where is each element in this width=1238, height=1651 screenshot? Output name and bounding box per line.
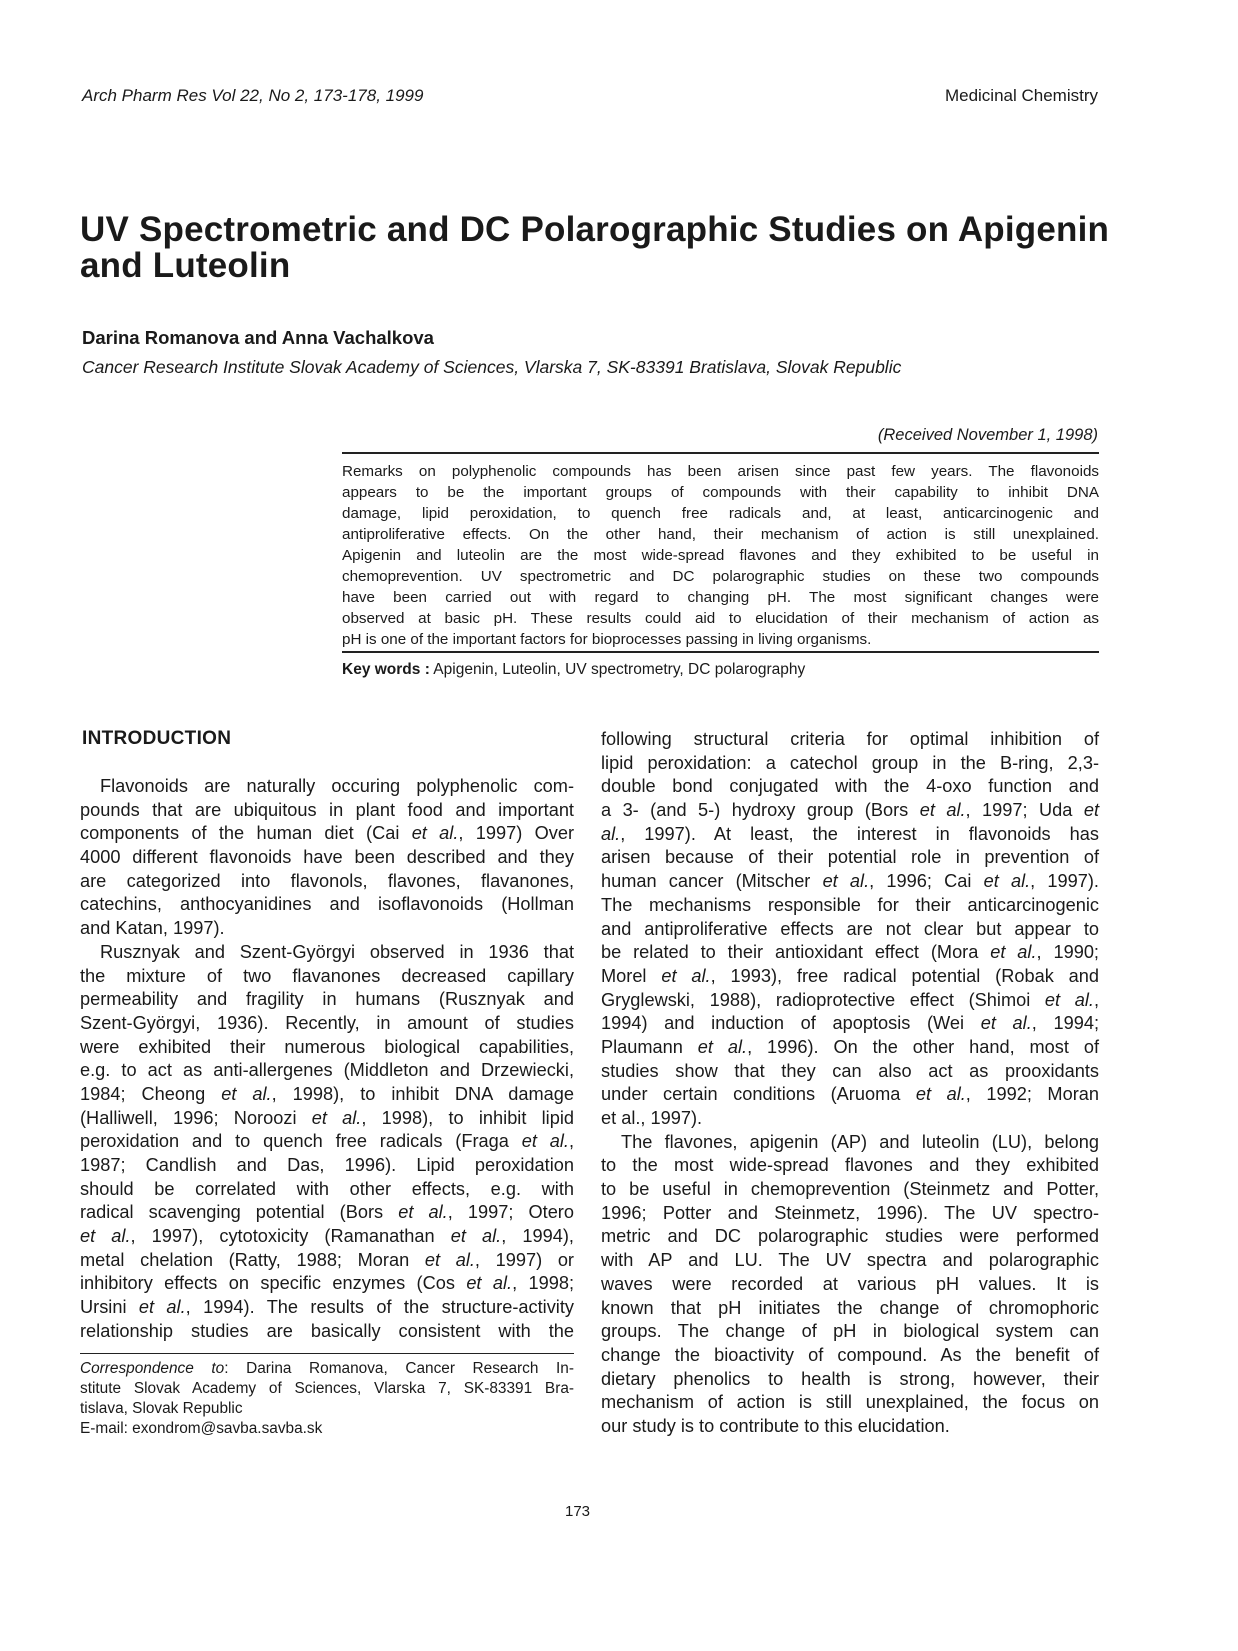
body-text-line: metal chelation (Ratty, 1988; Moran et al., 1997) or xyxy=(80,1249,574,1270)
received-date: (Received November 1, 1998) xyxy=(877,426,1098,444)
footnote-rule xyxy=(80,1353,574,1354)
body-text-line: human cancer (Mitscher et al., 1996; Cai et al., 1997). xyxy=(601,871,1099,892)
body-text-line: groups. The change of pH in biological system can xyxy=(601,1321,1099,1342)
title-line: UV Spectrometric and DC Polarographic Studies on Apigenin xyxy=(80,210,1110,249)
body-text-line: peroxidation and to quench free radicals (Fraga et al., xyxy=(80,1131,574,1152)
body-text-line: et al., 1997). xyxy=(601,1108,703,1128)
body-text-line: components of the human diet (Cai et al., 1997) Over xyxy=(80,823,574,844)
footnote-email: E-mail: exondrom@savba.savba.sk xyxy=(80,1420,323,1437)
body-text-line: relationship studies are basically consistent with the xyxy=(80,1320,574,1341)
body-text-line: al., 1997). At least, the interest in flavonoids has xyxy=(601,823,1099,844)
body-text-line: et al., 1997), cytotoxicity (Ramanathan et al., 1994), xyxy=(80,1226,574,1247)
abstract-line: pH is one of the important factors for bioprocesses passing in living organisms. xyxy=(342,631,872,648)
abstract-line: Apigenin and luteolin are the most wide-spread flavones and they exhibited to be useful in xyxy=(342,547,1099,564)
body-text-line: studies show that they can also act as prooxidants xyxy=(601,1060,1099,1081)
body-text-line: radical scavenging potential (Bors et al., 1997; Otero xyxy=(80,1202,574,1223)
body-text-line: 1994) and induction of apoptosis (Wei et al., 1994; xyxy=(601,1013,1099,1034)
body-text-line: 1996; Potter and Steinmetz, 1996). The UV spectro- xyxy=(601,1202,1099,1223)
body-text-line: 1984; Cheong et al., 1998), to inhibit DNA damage xyxy=(80,1083,574,1104)
abstract-top-rule xyxy=(342,452,1099,454)
body-text-line: Flavonoids are naturally occuring polyphenolic com- xyxy=(100,776,574,796)
body-text-line: to the most wide-spread flavones and they exhibited xyxy=(601,1155,1099,1176)
body-text-line: and Katan, 1997). xyxy=(80,918,225,939)
body-text-line: The flavones, apigenin (AP) and luteolin (LU), belong xyxy=(621,1131,1099,1152)
body-text-line: be related to their antioxidant effect (Mora et al., 1990; xyxy=(601,942,1099,963)
abstract-line: chemoprevention. UV spectrometric and DC polarographic studies on these two compounds xyxy=(342,568,1099,585)
body-text-line: Szent-Györgyi, 1936). Recently, in amount of studies xyxy=(80,1012,574,1033)
body-text-line: Plaumann et al., 1996). On the other hand, most of xyxy=(601,1036,1099,1057)
section-heading-introduction: INTRODUCTION xyxy=(82,728,232,749)
abstract-line: appears to be the important groups of compounds with their capability to inhibit DNA xyxy=(342,484,1099,501)
title-line: and Luteolin xyxy=(80,246,291,285)
keywords-label: Key words : xyxy=(342,661,430,678)
authors: Darina Romanova and Anna Vachalkova xyxy=(82,327,434,348)
abstract-line: have been carried out with regard to changing pH. The most significant changes were xyxy=(342,589,1099,606)
abstract-line: observed at basic pH. These results could aid to elucidation of their mechanism of action as xyxy=(342,610,1099,627)
body-text-line: Gryglewski, 1988), radioprotective effect (Shimoi et al., xyxy=(601,989,1099,1010)
body-text-line: dietary phenolics to health is strong, however, their xyxy=(601,1368,1099,1389)
body-text-line: e.g. to act as anti-allergenes (Middleton and Drzewiecki, xyxy=(80,1060,574,1081)
body-text-line: pounds that are ubiquitous in plant food and important xyxy=(80,799,574,820)
body-text-line: catechins, anthocyanidines and isoflavonoids (Hollman xyxy=(80,894,574,915)
keywords xyxy=(342,661,805,679)
journal-section: Medicinal Chemistry xyxy=(944,86,1098,105)
body-text-line: arisen because of their potential role in prevention of xyxy=(601,847,1099,868)
body-text-line: The mechanisms responsible for their anticarcinogenic xyxy=(601,894,1099,915)
body-text-line: mechanism of action is still unexplained, the focus on xyxy=(601,1392,1099,1413)
body-text-line: should be correlated with other effects, e.g. with xyxy=(80,1178,574,1199)
body-text-line: 4000 different flavonoids have been described and they xyxy=(80,847,574,868)
body-text-line: are categorized into flavonols, flavones, flavanones, xyxy=(80,870,574,891)
body-text-line: 1987; Candlish and Das, 1996). Lipid peroxidation xyxy=(80,1155,574,1175)
abstract-line: damage, lipid peroxidation, to quench free radicals and, at least, anticarcinogenic and xyxy=(342,505,1099,522)
body-text-line: (Halliwell, 1996; Noroozi et al., 1998), to inhibit lipid xyxy=(80,1107,574,1128)
page-number: 173 xyxy=(565,1503,591,1520)
affiliation: Cancer Research Institute Slovak Academy of Sciences, Vlarska 7, SK-83391 Bratislava, Slovak Republic xyxy=(82,357,902,377)
body-text-line: double bond conjugated with the 4-oxo function and xyxy=(601,776,1099,797)
right-column-text xyxy=(601,728,1099,1439)
abstract xyxy=(342,461,1099,650)
body-text-line: metric and DC polarographic studies were performed xyxy=(601,1226,1099,1247)
body-text-line: and antiproliferative effects are not clear but appear to xyxy=(601,918,1099,939)
body-text-line: Morel et al., 1993), free radical potential (Robak and xyxy=(601,965,1099,986)
abstract-line: antiproliferative effects. On the other hand, their mechanism of action is still unexplained. xyxy=(342,526,1099,543)
body-text-line: our study is to contribute to this elucidation. xyxy=(601,1415,950,1436)
abstract-line: Remarks on polyphenolic compounds has been arisen since past few years. The flavonoids xyxy=(342,463,1099,480)
body-text-line: change the bioactivity of compound. As the benefit of xyxy=(601,1344,1099,1365)
body-text-line: waves were recorded at various pH values. It is xyxy=(601,1273,1099,1294)
keywords-text: Apigenin, Luteolin, UV spectrometry, DC polarography xyxy=(429,661,806,678)
body-text-line: were exhibited their numerous biological capabilities, xyxy=(80,1036,574,1057)
footnote-line: tislava, Slovak Republic xyxy=(80,1400,243,1417)
body-text-line: the mixture of two flavanones decreased capillary xyxy=(80,965,574,986)
body-text-line: Rusznyak and Szent-Györgyi observed in 1936 that xyxy=(100,941,574,962)
body-text-line: to be useful in chemoprevention (Steinmetz and Potter, xyxy=(601,1179,1099,1200)
body-text-line: with AP and LU. The UV spectra and polarographic xyxy=(601,1250,1099,1271)
left-column-text xyxy=(80,775,574,1344)
body-text-line: inhibitory effects on specific enzymes (Cos et al., 1998; xyxy=(80,1273,574,1294)
body-text-line: following structural criteria for optimal inhibition of xyxy=(601,729,1099,749)
paper-title xyxy=(80,212,1110,284)
footnote-line: Correspondence to: Darina Romanova, Cancer Research In- xyxy=(80,1360,574,1377)
body-text-line: lipid peroxidation: a catechol group in the B-ring, 2,3- xyxy=(601,752,1099,773)
correspondence-footnote xyxy=(80,1359,574,1439)
body-text-line: permeability and fragility in humans (Rusznyak and xyxy=(80,989,574,1010)
body-text-line: Ursini et al., 1994). The results of the structure-activity xyxy=(80,1297,574,1318)
body-text-line: known that pH initiates the change of chromophoric xyxy=(601,1297,1099,1318)
body-text-line: a 3- (and 5-) hydroxy group (Bors et al., 1997; Uda et xyxy=(601,800,1099,821)
body-text-line: under certain conditions (Aruoma et al., 1992; Moran xyxy=(601,1084,1099,1105)
footnote-line: stitute Slovak Academy of Sciences, Vlarska 7, SK-83391 Bra- xyxy=(80,1380,574,1397)
journal-citation: Arch Pharm Res Vol 22, No 2, 173-178, 1999 xyxy=(82,86,424,105)
abstract-bottom-rule xyxy=(342,651,1099,653)
footnote-label: Correspondence to xyxy=(80,1360,225,1377)
